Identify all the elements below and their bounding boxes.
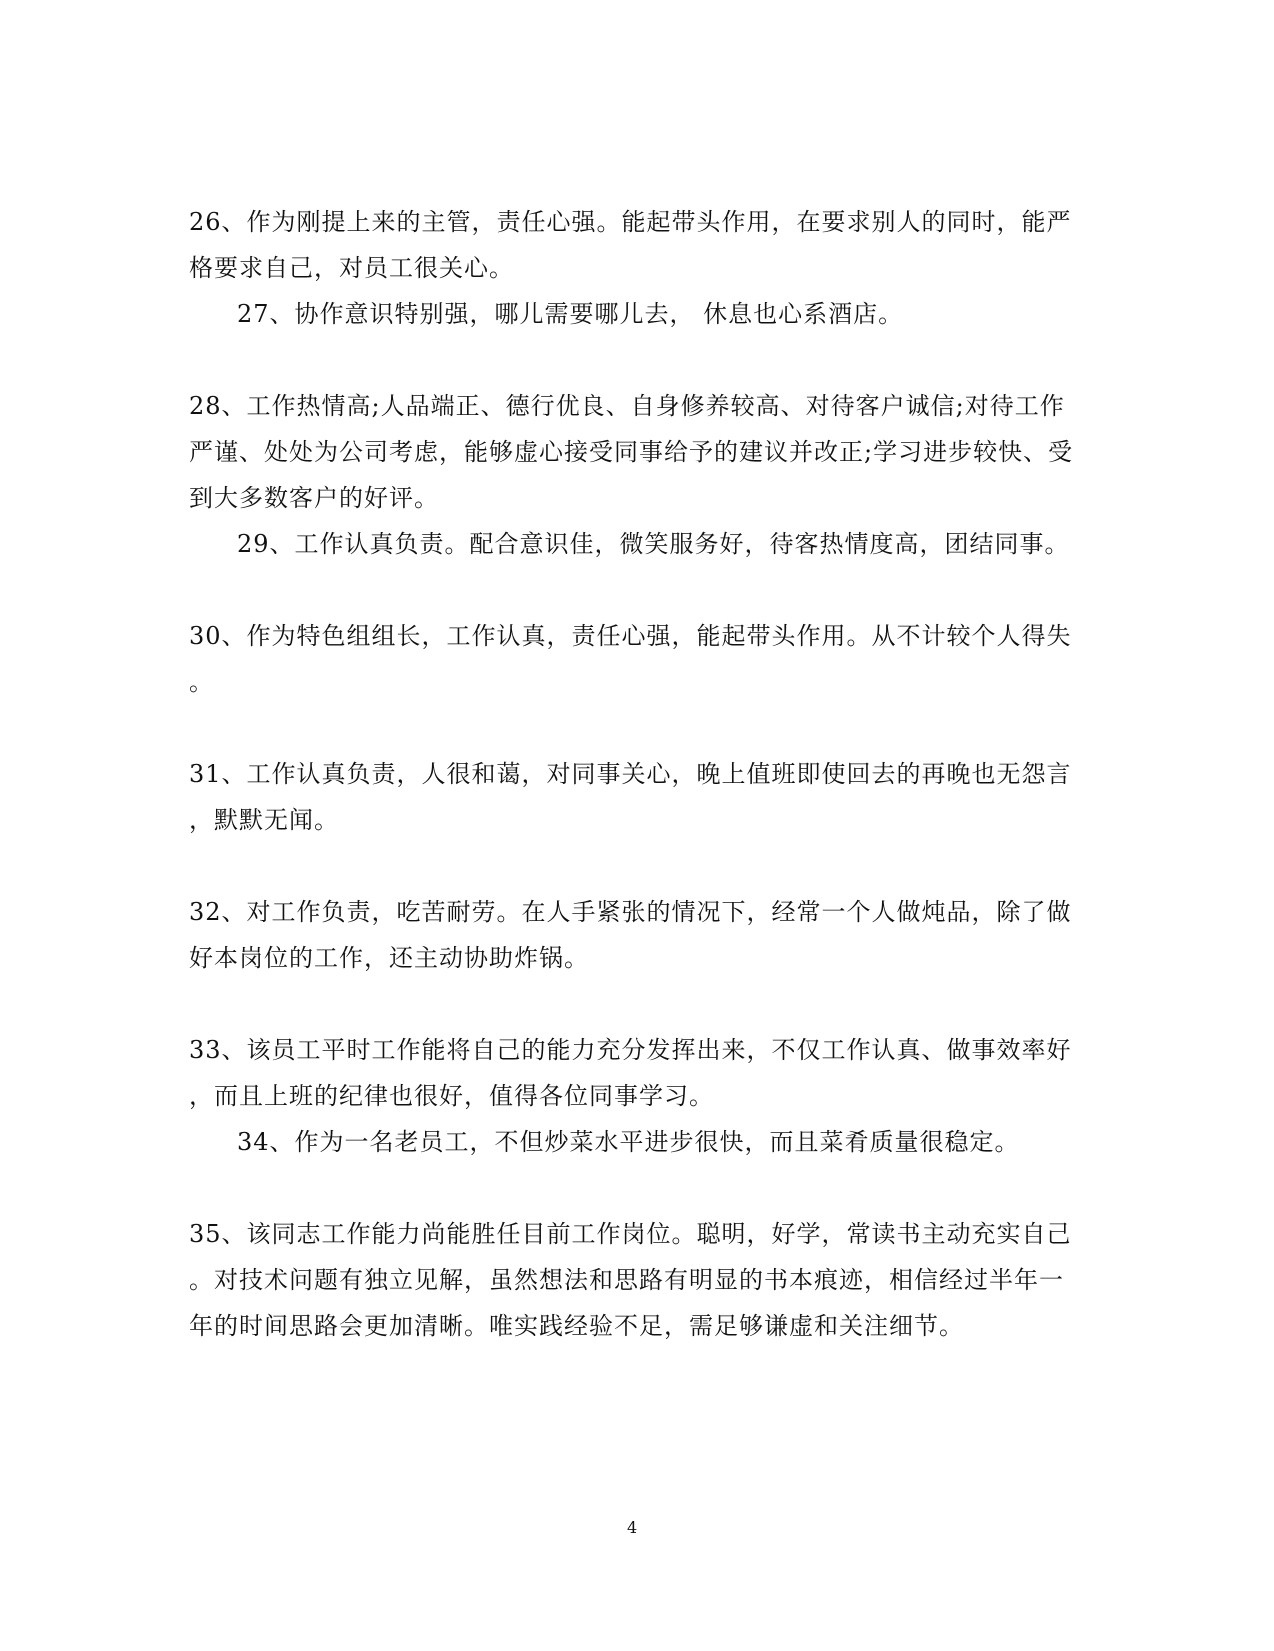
paragraph-26-line-1: 26、作为刚提上来的主管，责任心强。能起带头作用，在要求别人的同时，能严 — [189, 208, 1072, 236]
paragraph-28-line-2: 严谨、处处为公司考虑，能够虚心接受同事给予的建议并改正;学习进步较快、受 — [189, 438, 1074, 466]
paragraph-26-line-2: 格要求自己，对员工很关心。 — [189, 254, 514, 282]
paragraph-31-line-1: 31、工作认真负责，人很和蔼，对同事关心，晚上值班即使回去的再晚也无怨言 — [189, 760, 1072, 788]
paragraph-35-line-3: 年的时间思路会更加清晰。唯实践经验不足，需足够谦虚和关注细节。 — [189, 1312, 964, 1340]
paragraph-29-line-1: 29、工作认真负责。配合意识佳，微笑服务好，待客热情度高，团结同事。 — [237, 530, 1070, 558]
paragraph-30-line-1: 30、作为特色组组长，工作认真，责任心强，能起带头作用。从不计较个人得失 — [189, 622, 1072, 650]
page-number: 4 — [627, 1518, 638, 1537]
paragraph-35-line-1: 35、该同志工作能力尚能胜任目前工作岗位。聪明，好学，常读书主动充实自己 — [189, 1220, 1072, 1248]
paragraph-35-line-2: 。对技术问题有独立见解，虽然想法和思路有明显的书本痕迹，相信经过半年一 — [189, 1266, 1064, 1294]
paragraph-32-line-2: 好本岗位的工作，还主动协助炸锅。 — [189, 944, 589, 972]
paragraph-28-line-1: 28、工作热情高;人品端正、德行优良、自身修养较高、对待客户诚信;对待工作 — [189, 392, 1065, 420]
paragraph-28-line-3: 到大多数客户的好评。 — [189, 484, 439, 512]
paragraph-27-line-1: 27、协作意识特别强，哪儿需要哪儿去， 休息也心系酒店。 — [237, 300, 904, 328]
paragraph-30-line-2: 。 — [189, 668, 214, 696]
paragraph-32-line-1: 32、对工作负责，吃苦耐劳。在人手紧张的情况下，经常一个人做炖品，除了做 — [189, 898, 1072, 926]
paragraph-33-line-1: 33、该员工平时工作能将自己的能力充分发挥出来，不仅工作认真、做事效率好 — [189, 1036, 1072, 1064]
paragraph-34-line-1: 34、作为一名老员工，不但炒菜水平进步很快，而且菜肴质量很稳定。 — [237, 1128, 1020, 1156]
paragraph-33-line-2: ，而且上班的纪律也很好，值得各位同事学习。 — [189, 1082, 714, 1110]
paragraph-31-line-2: ，默默无闻。 — [189, 806, 339, 834]
